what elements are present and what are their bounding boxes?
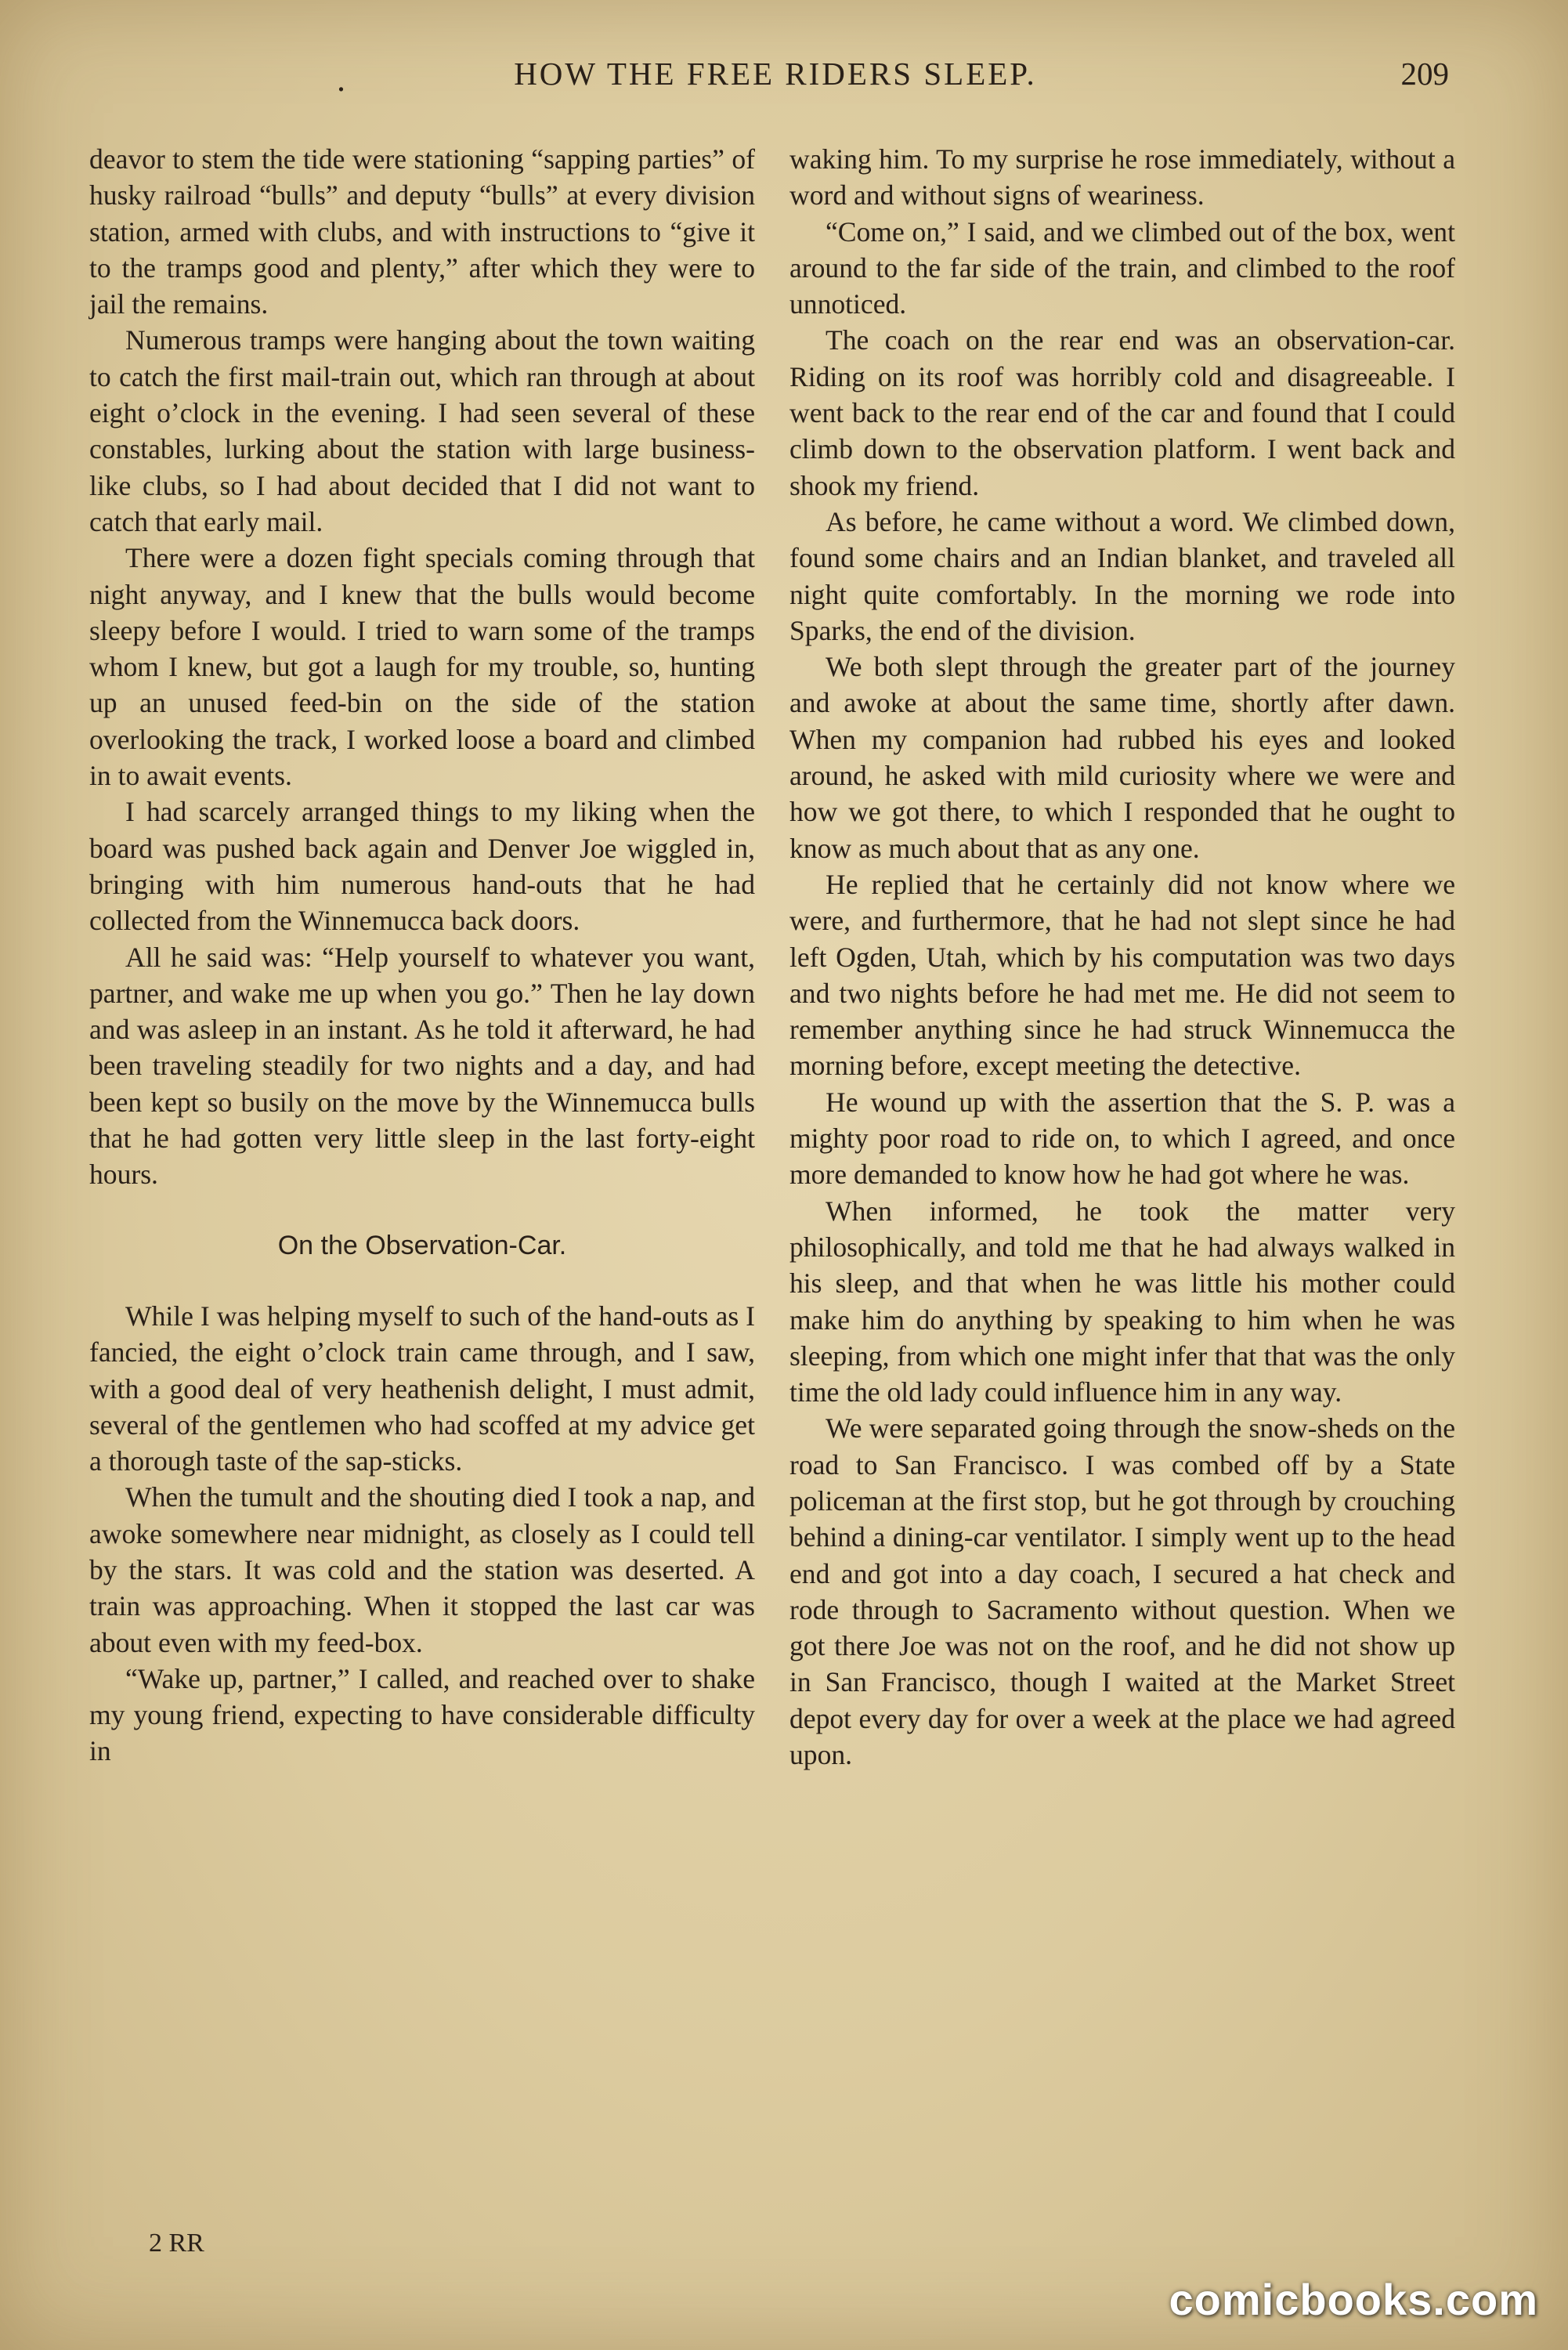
paragraph: We both slept through the greater part of the journey and awoke at about the same time, shortly after dawn. When my companion had rubbed his eyes and looked around, he asked with mild curiosity where we were and how we got there, to which I responded that he ought to know as much about that as any one. xyxy=(789,651,1455,864)
paragraph: All he said was: “Help yourself to whatever you want, partner, and wake me up when you go.” Then he lay down and was asleep in an instant. As he told it afterward, he had been traveling steadily for two nights and a day, and had been kept so busily on the move by the Winnemucca bulls that he had gotten very little sleep in the last forty-eight hours. xyxy=(89,941,755,1191)
paragraph: We were separated going through the snow-sheds on the road to San Francisco. I was combed off by a State policeman at the first stop, but he got through by crouching behind a dining-car ventilator. I simply went up to the head end and got into a day coach, I secured a hat check and rode through to Sacramento without question. When we got there Joe was not on the roof, and he did not show up in San Francisco, though I waited at the Market Street depot every day for over a week at the place we had agreed upon. xyxy=(789,1412,1455,1771)
paragraph: He replied that he certainly did not know where we were, and furthermore, that he had not slept since he had left Ogden, Utah, which by his computation was two days and two nights before he had met me. He did not seem to remember anything since he had struck Winnemucca the morning before, except meeting the detective. xyxy=(789,868,1455,1082)
paragraph: deavor to stem the tide were stationing “sapping parties” of husky railroad “bulls” and deputy “bulls” at every division station, armed with clubs, and with instructions to “give it to the tramps good and plenty,” after which they were to jail the remains. xyxy=(89,143,755,320)
watermark: comicbooks.com xyxy=(1169,2275,1538,2324)
paragraph: Numerous tramps were hanging about the town waiting to catch the first mail-train out, which ran through at about eight o’clock in the evening. I had seen several of these constables, lurking about the station with large business-like clubs, so I had about decided that I did not want to catch that early mail. xyxy=(89,324,755,537)
paragraph: When informed, he took the matter very philosophically, and told me that he had always walked in his sleep, and that when he was little his mother could make him do anything by speaking to him when he was sleeping, from which one might infer that that was the only time the old lady could influence him in any way. xyxy=(789,1195,1455,1408)
left-column xyxy=(89,141,755,1770)
paragraph: The coach on the rear end was an observation-car. Riding on its roof was horribly cold and disagreeable. I went back to the rear end of the car and found that I could climb down to the observation platform. I went back and shook my friend. xyxy=(789,324,1455,501)
paragraph: waking him. To my surprise he rose immediately, without a word and without signs of weariness. xyxy=(789,143,1455,212)
running-title: HOW THE FREE RIDERS SLEEP. xyxy=(514,56,1037,92)
running-header xyxy=(86,49,1465,103)
paragraph: There were a dozen fight specials coming through that night anyway, and I knew that the bulls would become sleepy before I would. I tried to warn some of the tramps whom I knew, but got a laugh for my trouble, so, hunting up an unused feed-bin on the side of the station overlooking the track, I worked loose a board and climbed in to await events. xyxy=(89,542,755,792)
paragraph: “Wake up, partner,” I called, and reached over to shake my young friend, expecting to have considerable difficulty in xyxy=(89,1662,755,1767)
paragraph: He wound up with the assertion that the S. P. was a mighty poor road to ride on, to which I agreed, and once more demanded to know how he had got where he was. xyxy=(789,1086,1455,1191)
paragraph: As before, he came without a word. We climbed down, found some chairs and an Indian blanket, and traveled all night quite comfortably. In the morning we rode into Sparks, the end of the division. xyxy=(789,505,1455,646)
paragraph: I had scarcely arranged things to my liking when the board was pushed back again and Denver Joe wiggled in, bringing with him numerous hand-outs that he had collected from the Winnemucca back doors. xyxy=(89,796,755,937)
paragraph: While I was helping myself to such of the hand-outs as I fancied, the eight o’clock train came through, and I saw, with a good deal of very heathenish delight, I must admit, several of the gentlemen who had scoffed at my advice get a thorough taste of the sap-sticks. xyxy=(89,1300,755,1477)
paragraph: When the tumult and the shouting died I took a nap, and awoke somewhere near midnight, as closely as I could tell by the stars. It was cold and the station was deserted. A train was approaching. When it stopped the last car was about even with my feed-box. xyxy=(89,1481,755,1658)
page-number: 209 xyxy=(1400,56,1449,92)
right-column xyxy=(789,141,1455,1773)
section-subheading: On the Observation-Car. xyxy=(277,1230,567,1260)
signature-mark: 2 RR xyxy=(149,2229,204,2258)
paragraph: “Come on,” I said, and we climbed out of the box, went around to the far side of the train, and climbed to the roof unnoticed. xyxy=(789,215,1455,320)
header-dot: . xyxy=(337,60,345,99)
